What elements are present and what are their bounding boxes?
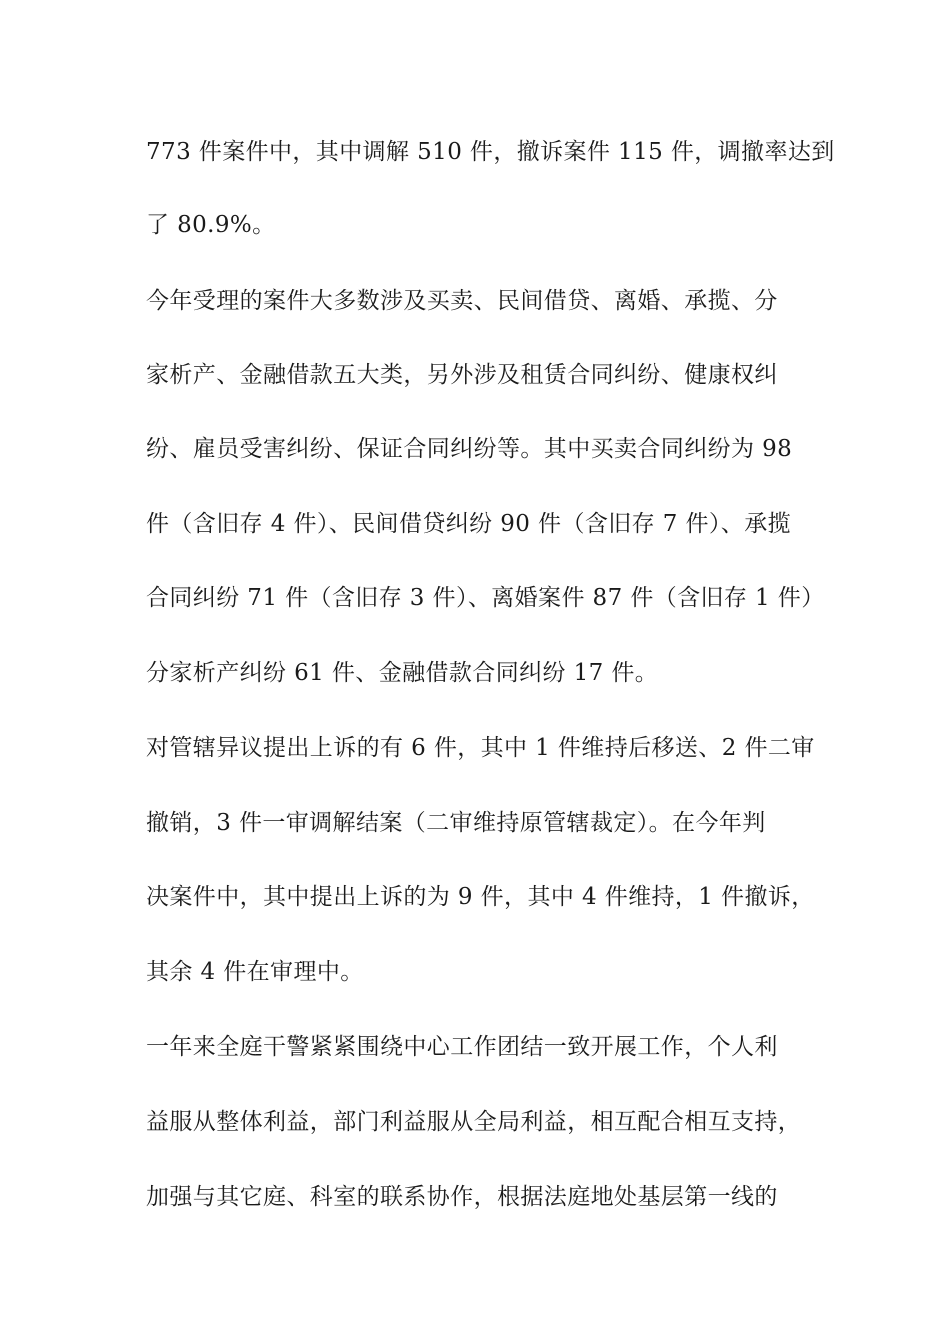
text-line: 今年受理的案件大多数涉及买卖、民间借贷、离婚、承揽、分: [146, 288, 778, 314]
text-line: 件（含旧存 4 件）、民间借贷纠纷 90 件（含旧存 7 件）、承揽: [146, 511, 791, 537]
text-line: 其余 4 件在审理中。: [146, 959, 364, 985]
text-line: 分家析产纠纷 61 件、金融借款合同纠纷 17 件。: [146, 660, 659, 686]
text-line: 益服从整体利益，部门利益服从全局利益，相互配合相互支持，: [146, 1109, 802, 1135]
text-line: 了 80.9%。: [146, 212, 276, 238]
text-line: 一年来全庭干警紧紧围绕中心工作团结一致开展工作，个人利: [146, 1034, 778, 1060]
text-line: 家析产、金融借款五大类，另外涉及租赁合同纠纷、健康权纠: [146, 362, 778, 388]
text-line: 773 件案件中，其中调解 510 件，撤诉案件 115 件，调撤率达到: [146, 139, 835, 165]
text-line: 加强与其它庭、科室的联系协作，根据法庭地处基层第一线的: [146, 1184, 778, 1210]
text-line: 撤销，3 件一审调解结案（二审维持原管辖裁定）。在今年判: [146, 810, 766, 836]
text-line: 决案件中，其中提出上诉的为 9 件，其中 4 件维持，1 件撤诉，: [146, 884, 815, 910]
text-line: 合同纠纷 71 件（含旧存 3 件）、离婚案件 87 件（含旧存 1 件）: [146, 585, 825, 611]
text-line: 纷、雇员受害纠纷、保证合同纠纷等。其中买卖合同纠纷为 98: [146, 436, 793, 462]
text-line: 对管辖异议提出上诉的有 6 件，其中 1 件维持后移送、2 件二审: [146, 735, 815, 761]
